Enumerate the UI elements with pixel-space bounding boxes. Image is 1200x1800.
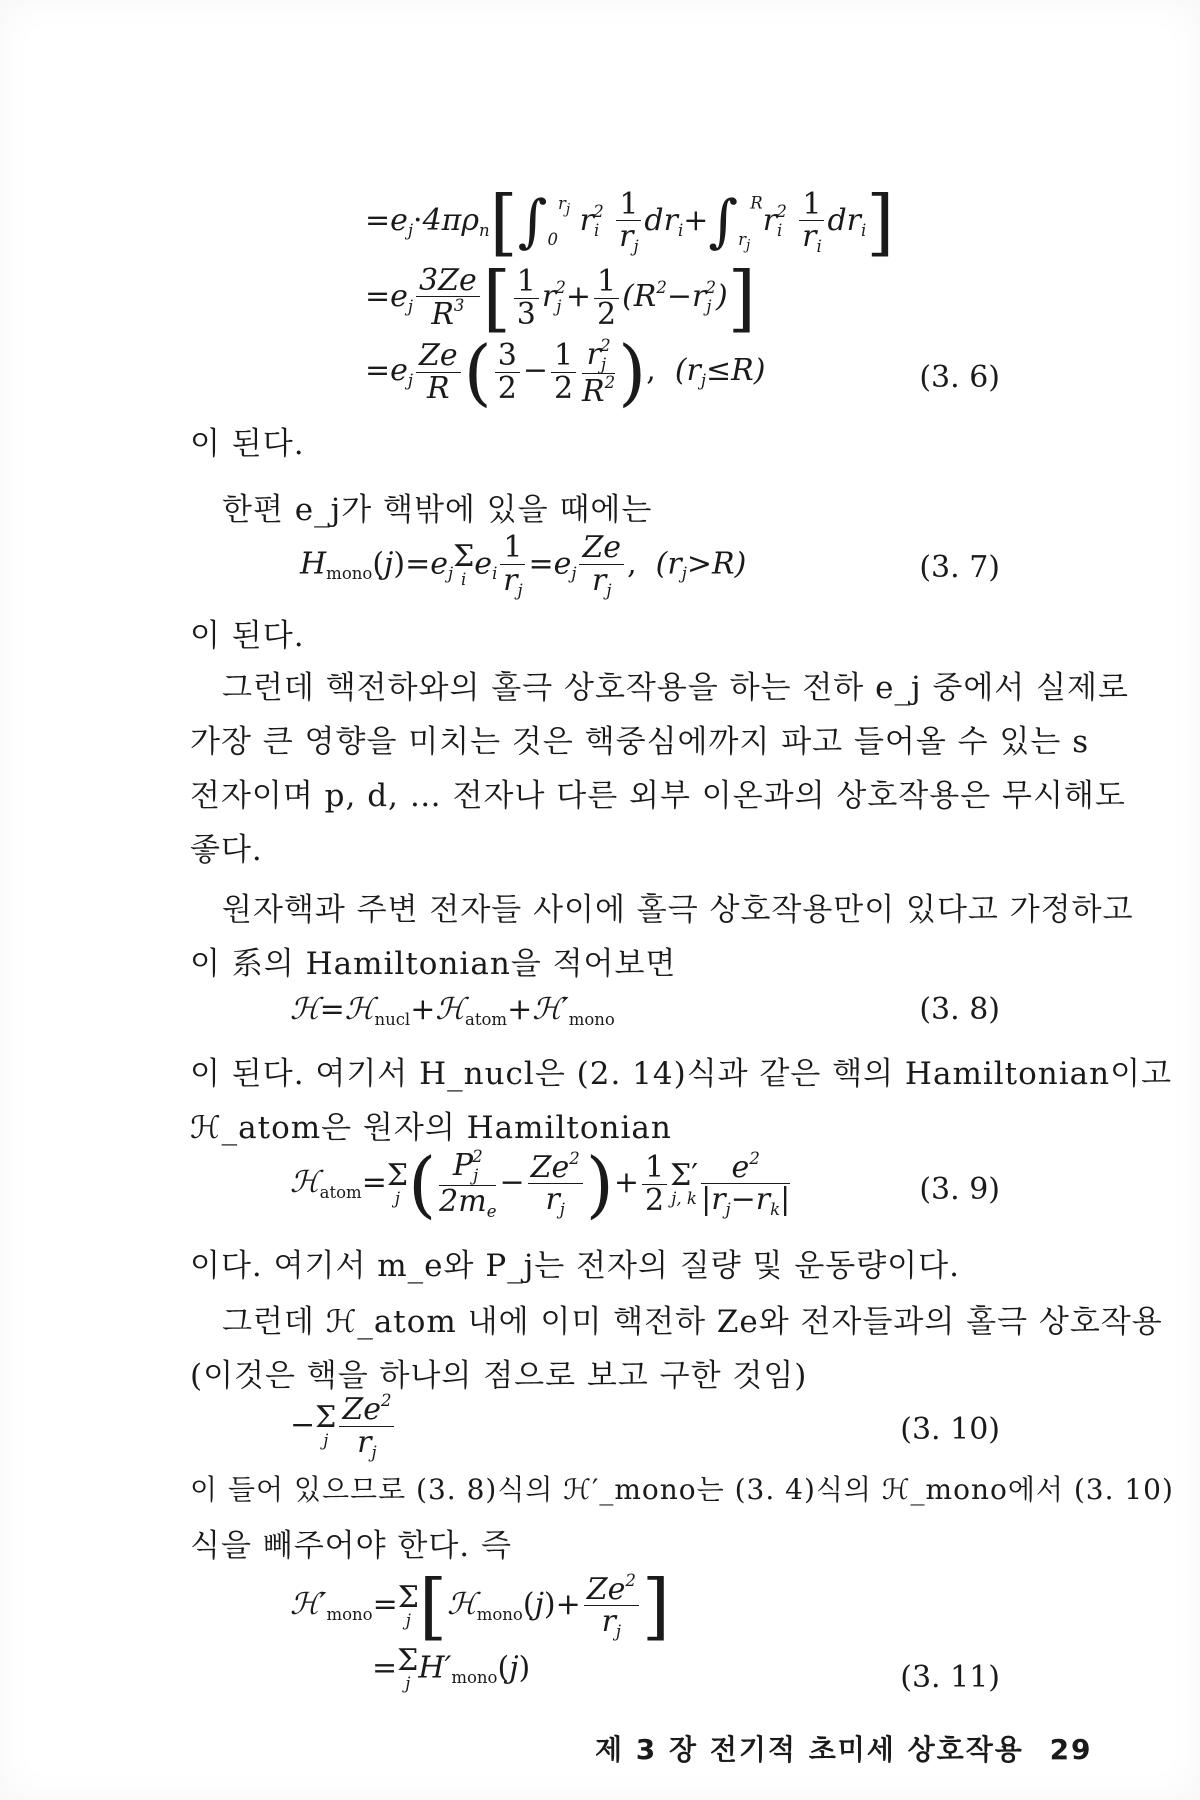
equation-3-11-line-1: $ℋ'_{mono}=$ Σ j [ℋ$_{mono}$(j)+ $\frac{Ze^2}{r_j}$ ] — [290, 1564, 670, 1648]
paragraph-6-line-1: 이 된다. 여기서 H_nucl은 (2. 14)식과 같은 핵의 Hamiltonian이고 — [190, 1056, 1173, 1092]
paragraph-1: 이 된다. — [190, 426, 305, 462]
paragraph-2: 한편 e_j가 핵밖에 있을 때에는 — [222, 492, 653, 528]
equation-3-6-line-2: $=e_j$ $\frac{3Ze}{R^3}$ [ $\frac{1}{3}$ $r_j^2+$ $\frac{1}{2}$ $(R^2-r_j^2)$] — [365, 256, 756, 340]
paragraph-3: 이 된다. — [190, 618, 305, 654]
paragraph-8-line-2: (이것은 핵을 하나의 점으로 보고 구한 것임) — [190, 1358, 808, 1394]
paragraph-4-line-3: 전자이며 p, d, … 전자나 다른 외부 이온과의 상호작용은 무시해도 — [190, 778, 1126, 814]
equation-number-3-7: (3. 7) — [919, 550, 1000, 585]
equation-number-3-6: (3. 6) — [919, 360, 1000, 395]
equation-3-11-line-2: = Σ j $H'_{mono}(j)$ — [372, 1643, 531, 1693]
equation-number-3-10: (3. 10) — [900, 1412, 1000, 1447]
equation-number-3-9: (3. 9) — [919, 1172, 1000, 1207]
paragraph-9-line-1: 이 들어 있으므로 (3. 8)식의 ℋ′_mono는 (3. 4)식의 ℋ_mono에서 (3. 10) — [190, 1473, 1174, 1506]
paragraph-4-line-4: 좋다. — [190, 832, 263, 868]
equation-3-6-line-1: $=e_j\cdot 4\pi\rho_n[\int_0^{r_j}$ $r_i^2$ $\frac{1}{r_j}$ $dr_i+\int_{r_j}^Rr_i^2$ $\frac{1}{r_i}$ $dr_i$] — [365, 180, 895, 264]
paragraph-6-line-2: ℋ_atom은 원자의 Hamiltonian — [190, 1110, 672, 1146]
paragraph-5-line-2: 이 系의 Hamiltonian을 적어보면 — [190, 946, 677, 982]
equation-3-7-body: $H_{mono}(j)=e_j$ Σ i $e_i$ $\frac{1}{r_j}$ $=e_j$ $\frac{Ze}{r_j}$ , $(r_j>R)$ — [300, 530, 747, 600]
equation-3-9-body: ℋ$_{atom}$= Σ j ( $\frac{P_j^2}{2m_e}$ − $\frac{Ze^2}{r_j}$ )+ $\frac{1}{2}$ Σ′ j, k $\frac{e^2}{|r_j-r_k|}$ — [290, 1142, 791, 1226]
paragraph-4-line-1: 그런데 핵전하와의 홀극 상호작용을 하는 전하 e_j 중에서 실제로 — [222, 670, 1129, 706]
equation-number-3-8: (3. 8) — [919, 992, 1000, 1027]
paragraph-5-line-1: 원자핵과 주변 전자들 사이에 홀극 상호작용만이 있다고 가정하고 — [222, 892, 1134, 928]
equation-3-6-line-3: $=e_j$ $\frac{Ze}{R}$ ( $\frac{3}{2}$ − $\frac{1}{2}$ $\frac{r_j^2}{R^2}$ ), $(r_j\le R)$ — [365, 330, 766, 414]
equation-3-8-body: $ℋ=ℋ_{nucl}+ℋ_{atom}+ℋ'_{mono}$ — [290, 992, 615, 1029]
paragraph-9-line-2: 식을 빼주어야 한다. 즉 — [190, 1528, 512, 1564]
page-number: 29 — [1049, 1733, 1093, 1766]
page-footer — [595, 1728, 1093, 1768]
equation-3-10-body: − Σ j $\frac{Ze^2}{r_j}$ — [290, 1392, 397, 1461]
paragraph-7: 이다. 여기서 m_e와 P_j는 전자의 질량 및 운동량이다. — [190, 1248, 960, 1284]
running-header-chapter: 제 3 장 전기적 초미세 상호작용 — [595, 1733, 1024, 1766]
paragraph-8-line-1: 그런데 ℋ_atom 내에 이미 핵전하 Ze와 전자들과의 홀극 상호작용 — [222, 1304, 1163, 1340]
paragraph-4-line-2: 가장 큰 영향을 미치는 것은 핵중심에까지 파고 들어올 수 있는 s — [190, 724, 1090, 760]
equation-number-3-11: (3. 11) — [900, 1660, 1000, 1695]
